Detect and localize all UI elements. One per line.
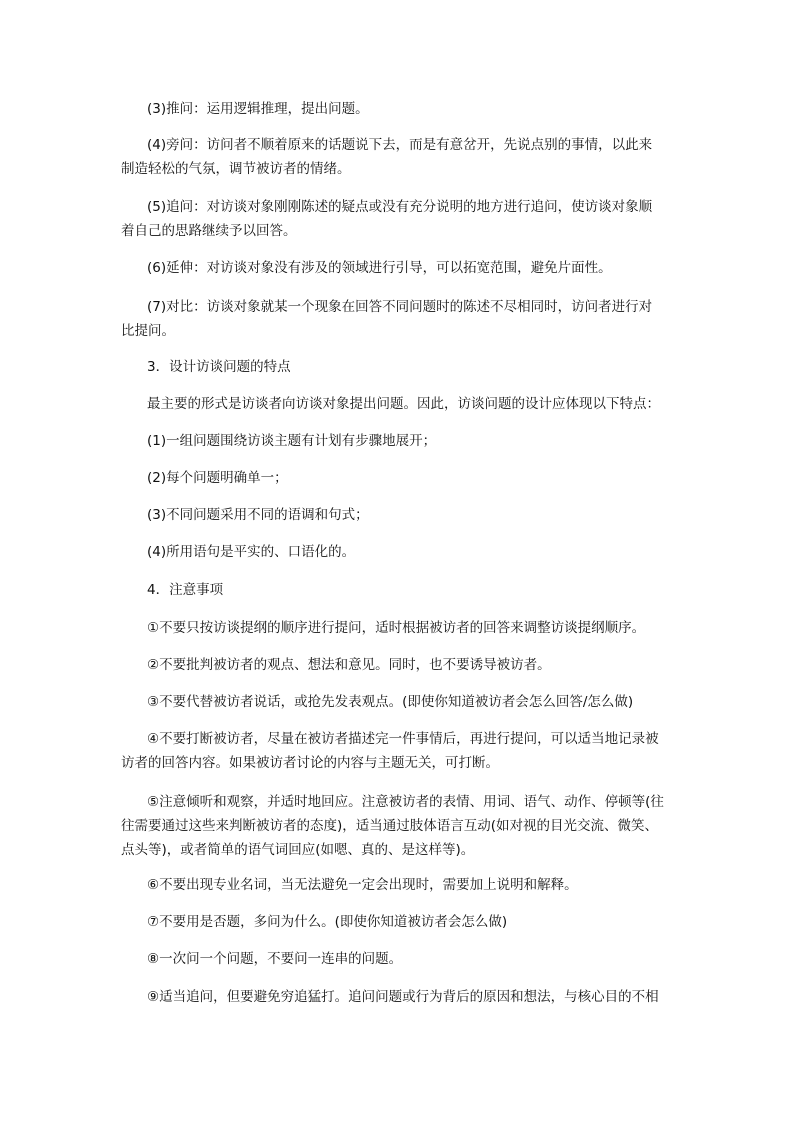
note-item-2: ②不要批判被访者的观点、想法和意见。同时，也不要诱导被访者。 [147,657,551,673]
list-item-feature-2: (2)每个问题明确单一； [147,470,288,486]
note-item-1: ①不要只按访谈提纲的顺序进行提问，适时根据被访者的回答来调整访谈提纲顺序。 [147,620,646,636]
paragraph-tui-wen: (3)推问：运用逻辑推理，提出问题。 [147,101,369,117]
note-item-4: ④不要打断被访者，尽量在被访者描述完一件事情后，再进行提问，可以适当地记录被 访者的回答内容。如果被访者讨论的内容与主题无关，可打断。 [121,731,659,771]
list-item-feature-1: (1)一组问题围绕访谈主题有计划有步骤地展开； [147,433,437,449]
paragraph-pang-wen: (4)旁问：访问者不顺着原来的话题说下去，而是有意岔开，先说点别的事情，以此来 制造轻松的气氛，调节被访者的情绪。 [121,137,653,177]
note-item-9: ⑨适当追问，但要避免穷追猛打。追问问题或行为背后的原因和想法，与核心目的不相 [147,989,659,1005]
note-item-8: ⑧一次问一个问题，不要问一连串的问题。 [147,951,403,967]
list-item-feature-4: (4)所用语句是平实的、口语化的。 [147,544,356,560]
note-item-5: ⑤注意倾听和观察，并适时地回应。注意被访者的表情、用词、语气、动作、停顿等(往 往需要通过这些来判断被访者的态度)，适当通过肢体语言互动(如对视的目光交流、微笑、 点头等)，或者简单的语气词回应(如嗯、真的、是这样等)。 [121,794,664,858]
section-heading-3: 3．设计访谈问题的特点 [147,359,291,375]
note-item-7: ⑦不要用是否题，多问为什么。(即使你知道被访者会怎么做) [147,914,508,930]
paragraph-dui-bi: (7)对比：访谈对象就某一个现象在回答不同问题时的陈述不尽相同时，访问者进行对 比提问。 [121,299,653,339]
paragraph-yan-shen: (6)延伸：对访谈对象没有涉及的领域进行引导，可以拓宽范围，避免片面性。 [147,260,612,276]
paragraph-intro-features: 最主要的形式是访谈者向访谈对象提出问题。因此，访谈问题的设计应体现以下特点： [147,396,660,412]
list-item-feature-3: (3)不同问题采用不同的语调和句式； [147,507,369,523]
section-heading-4: 4．注意事项 [147,582,224,598]
note-item-3: ③不要代替被访者说话，或抢先发表观点。(即使你知道被访者会怎么回答/怎么做) [147,694,634,710]
paragraph-zhui-wen: (5)追问：对访谈对象刚刚陈述的疑点或没有充分说明的地方进行追问，使访谈对象顺 着自己的思路继续予以回答。 [121,199,653,239]
note-item-6: ⑥不要出现专业名词，当无法避免一定会出现时，需要加上说明和解释。 [147,877,578,893]
